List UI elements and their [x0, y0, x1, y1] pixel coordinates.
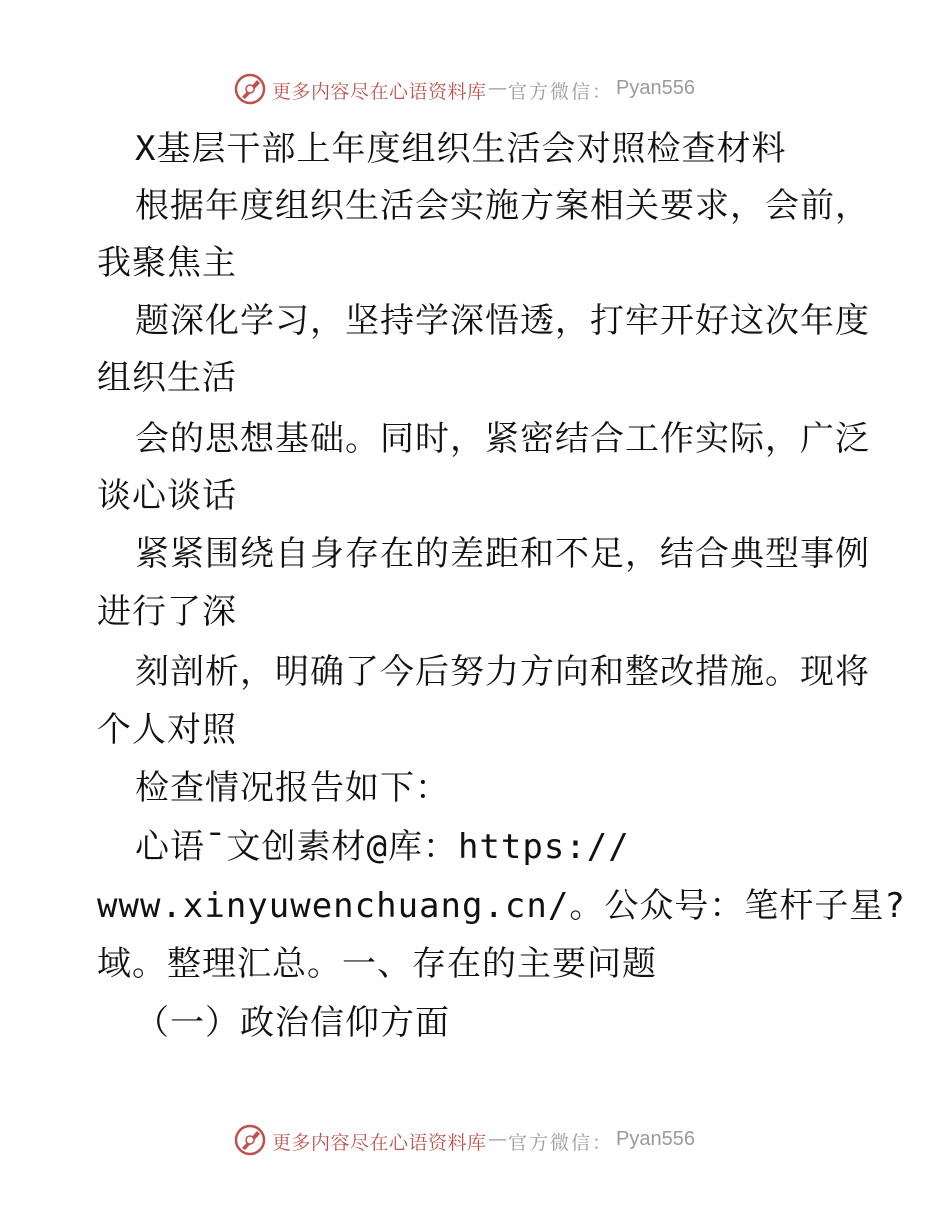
body-line: 我聚焦主 [97, 243, 237, 283]
banner-dash: — [488, 1128, 507, 1150]
body-line: 会的思想基础。同时，紧密结合工作实际，广泛 [135, 419, 870, 459]
body-line: 谈心谈话 [97, 476, 237, 516]
body-line: 根据年度组织生活会实施方案相关要求，会前， [135, 186, 870, 226]
document-title: X基层干部上年度组织生活会对照检查材料 [135, 129, 787, 169]
body-line: 进行了深 [97, 592, 237, 632]
body-line: 紧紧围绕自身存在的差距和不足，结合典型事例 [135, 534, 870, 574]
banner-dash: — [488, 77, 507, 99]
body-line: 个人对照 [97, 710, 237, 750]
body-line: 刻剖析，明确了今后努力方向和整改措施。现将 [135, 652, 870, 692]
banner-site-text: 更多内容尽在心语资料库 [272, 1132, 487, 1154]
pen-logo-icon [233, 72, 267, 106]
body-line: 心语¯文创素材@库：https:// [135, 827, 630, 867]
body-line: 组织生活 [97, 358, 237, 398]
body-line: 检查情况报告如下： [135, 768, 450, 808]
body-line: 题深化学习，坚持学深悟透，打牢开好这次年度 [135, 301, 870, 341]
header-banner[interactable] [0, 70, 950, 110]
banner-wechat-id: Pyan556 [616, 77, 695, 99]
footer-banner[interactable] [0, 1121, 950, 1161]
body-line: www.xinyuwenchuang.cn/。公众号：笔杆子星? [97, 886, 906, 926]
pen-logo-icon [233, 1123, 267, 1157]
banner-wechat-label: 官方微信： [508, 81, 614, 103]
body-line: 域。整理汇总。一、存在的主要问题 [97, 944, 657, 984]
section-heading: （一）政治信仰方面 [135, 1003, 450, 1043]
banner-wechat-id: Pyan556 [616, 1128, 695, 1150]
banner-site-text: 更多内容尽在心语资料库 [272, 81, 487, 103]
banner-wechat-label: 官方微信： [508, 1132, 614, 1154]
